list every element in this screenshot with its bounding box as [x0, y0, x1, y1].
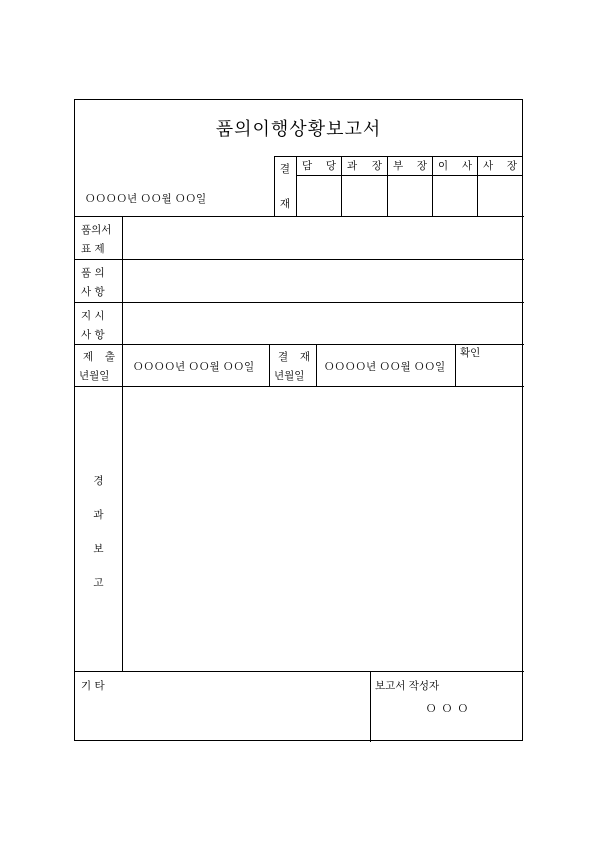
progress-report-field[interactable] — [123, 387, 523, 671]
author-name[interactable]: Ｏ Ｏ Ｏ — [425, 703, 470, 715]
other-field[interactable] — [76, 694, 369, 740]
approval-label-top: 결 — [279, 163, 291, 175]
progress-report-label: 경 과 보 고 — [93, 475, 104, 589]
approval-col-director: 이 사 — [438, 160, 472, 172]
signature-box-dept-head[interactable] — [388, 176, 431, 216]
instruction-field[interactable] — [123, 303, 523, 344]
approval-col-section-chief: 과 장 — [347, 160, 382, 172]
approval-col-dept-head: 부 장 — [393, 160, 427, 172]
decision-label: 결 재 년월일 — [274, 351, 310, 382]
approval-box — [274, 156, 523, 216]
submission-date[interactable]: ＯＯＯＯ년 ＯＯ월 ＯＯ일 — [133, 361, 255, 373]
signature-box-director[interactable] — [433, 176, 476, 216]
confirm-label: 확인 — [460, 347, 481, 359]
instruction-label: 지 시 사 항 — [81, 310, 105, 341]
report-form — [74, 99, 523, 741]
page-title: 품의이행상황보고서 — [215, 119, 382, 140]
signature-box-president[interactable] — [478, 176, 522, 216]
approval-col-president: 사 장 — [483, 160, 517, 172]
submission-label: 제 출 년월일 — [79, 351, 115, 382]
report-date: ＯＯＯＯ년 ＯＯ월 ＯＯ일 — [85, 193, 207, 205]
decision-date[interactable]: ＯＯＯＯ년 ＯＯ월 ＯＯ일 — [324, 361, 446, 373]
matter-field[interactable] — [123, 260, 523, 302]
confirm-field[interactable] — [456, 360, 523, 386]
approval-label-bottom: 재 — [279, 198, 291, 210]
approval-col-staff: 담 당 — [302, 160, 336, 172]
other-label: 기 타 — [81, 680, 105, 692]
subject-field[interactable] — [123, 217, 523, 259]
subject-label: 품의서 표 제 — [81, 224, 112, 255]
signature-box-section-chief[interactable] — [342, 176, 386, 216]
author-label: 보고서 작성자 — [375, 680, 440, 692]
signature-box-staff[interactable] — [297, 176, 340, 216]
matter-label: 품 의 사 항 — [81, 267, 105, 298]
